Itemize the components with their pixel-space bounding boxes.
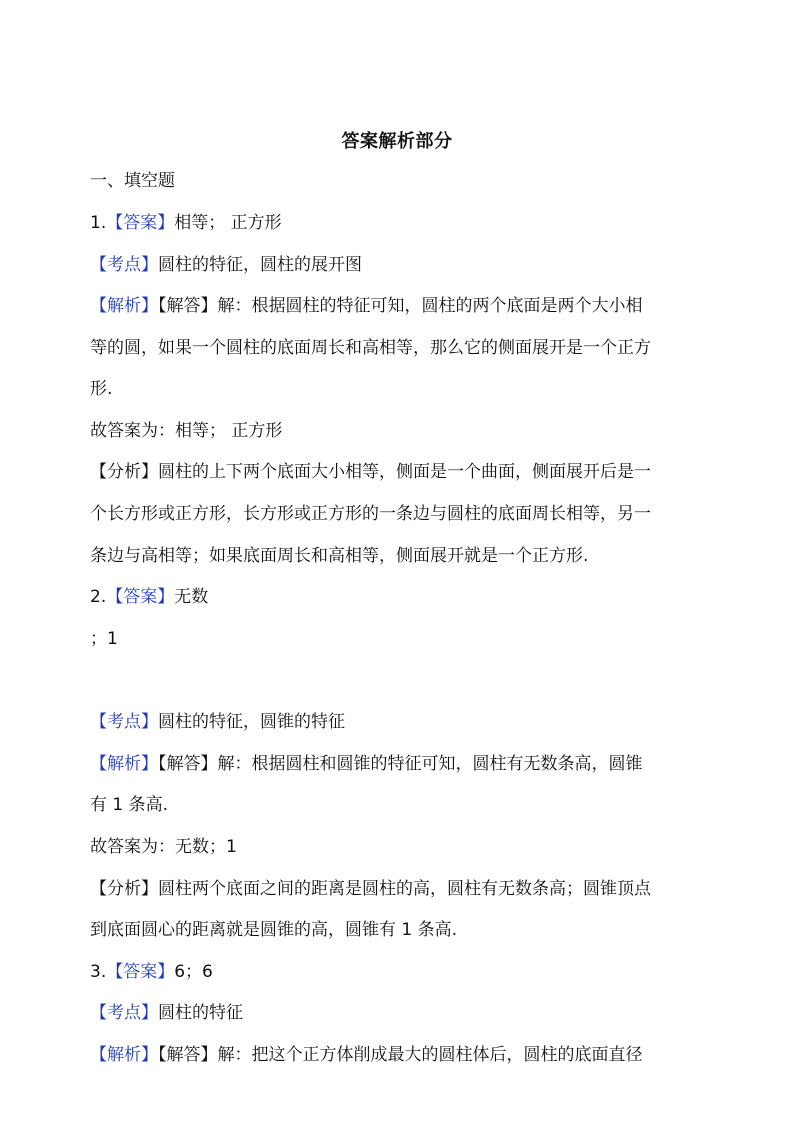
text-line: [90, 919, 715, 941]
line-text: 【分析】圆柱两个底面之间的距离是圆柱的高，圆柱有无数条高；圆锥顶点: [90, 879, 651, 899]
text-line: [90, 461, 715, 483]
line-text: 【解答】解：把这个正方体削成最大的圆柱体后，圆柱的底面直径: [158, 1045, 643, 1065]
text-line: [90, 586, 715, 608]
line-text: ；1: [90, 629, 118, 649]
line-text: 圆柱的特征: [158, 1003, 243, 1023]
text-line: [90, 545, 715, 567]
text-line: [90, 503, 715, 525]
section-tag: 【答案】: [106, 962, 175, 982]
text-line: [90, 337, 715, 359]
text-line: [90, 878, 715, 900]
text-line: [90, 628, 715, 650]
section-tag: 【解析】: [90, 296, 158, 316]
section-tag: 【考点】: [90, 255, 158, 275]
line-text: 【解答】解：根据圆柱和圆锥的特征可知，圆柱有无数条高，圆锥: [158, 754, 643, 774]
line-text: 故答案为：无数；1: [90, 837, 237, 857]
line-text: 圆柱的特征，圆柱的展开图: [158, 255, 362, 275]
text-line: [90, 961, 715, 983]
line-text: 无数: [174, 587, 209, 607]
question-number: 2.: [90, 587, 107, 607]
text-line: [90, 794, 715, 816]
text-line: [90, 1002, 715, 1024]
line-text: 条边与高相等；如果底面周长和高相等，侧面展开就是一个正方形.: [90, 546, 589, 566]
line-text: 形.: [90, 379, 113, 399]
line-text: 等的圆，如果一个圆柱的底面周长和高相等，那么它的侧面展开是一个正方: [90, 338, 651, 358]
section-tag: 【考点】: [90, 1003, 158, 1023]
line-text: 【分析】圆柱的上下两个底面大小相等，侧面是一个曲面，侧面展开后是一: [90, 462, 651, 482]
line-text: 圆柱的特征，圆锥的特征: [158, 712, 345, 732]
line-text: 到底面圆心的距离就是圆锥的高，圆锥有 1 条高.: [90, 920, 458, 940]
section-tag: 【考点】: [90, 712, 158, 732]
line-text: 个长方形或正方形，长方形或正方形的一条边与圆柱的底面周长相等，另一: [90, 504, 651, 524]
line-text: 有 1 条高.: [90, 795, 169, 815]
section-tag: 【解析】: [90, 1045, 158, 1065]
text-line: [90, 753, 715, 775]
text-line: [90, 212, 715, 234]
section-tag: 【答案】: [106, 587, 175, 607]
text-line: [90, 711, 715, 733]
line-text: 【解答】解：根据圆柱的特征可知，圆柱的两个底面是两个大小相: [158, 296, 643, 316]
question-number: 3.: [90, 962, 107, 982]
line-text: 相等； 正方形: [174, 213, 282, 233]
text-line: [90, 295, 715, 317]
text-line: [90, 378, 715, 400]
section-tag: 【解析】: [90, 754, 158, 774]
question-number: 1.: [90, 213, 107, 233]
text-line: [90, 254, 715, 276]
text-line: [90, 420, 715, 442]
line-text: 6；6: [174, 962, 213, 982]
section-heading: 一、填空题: [90, 171, 175, 191]
text-line: [90, 836, 715, 858]
page-title: 答案解析部分: [341, 131, 453, 152]
line-text: 故答案为：相等； 正方形: [90, 421, 283, 441]
text-line: [90, 1044, 715, 1066]
section-tag: 【答案】: [106, 213, 175, 233]
